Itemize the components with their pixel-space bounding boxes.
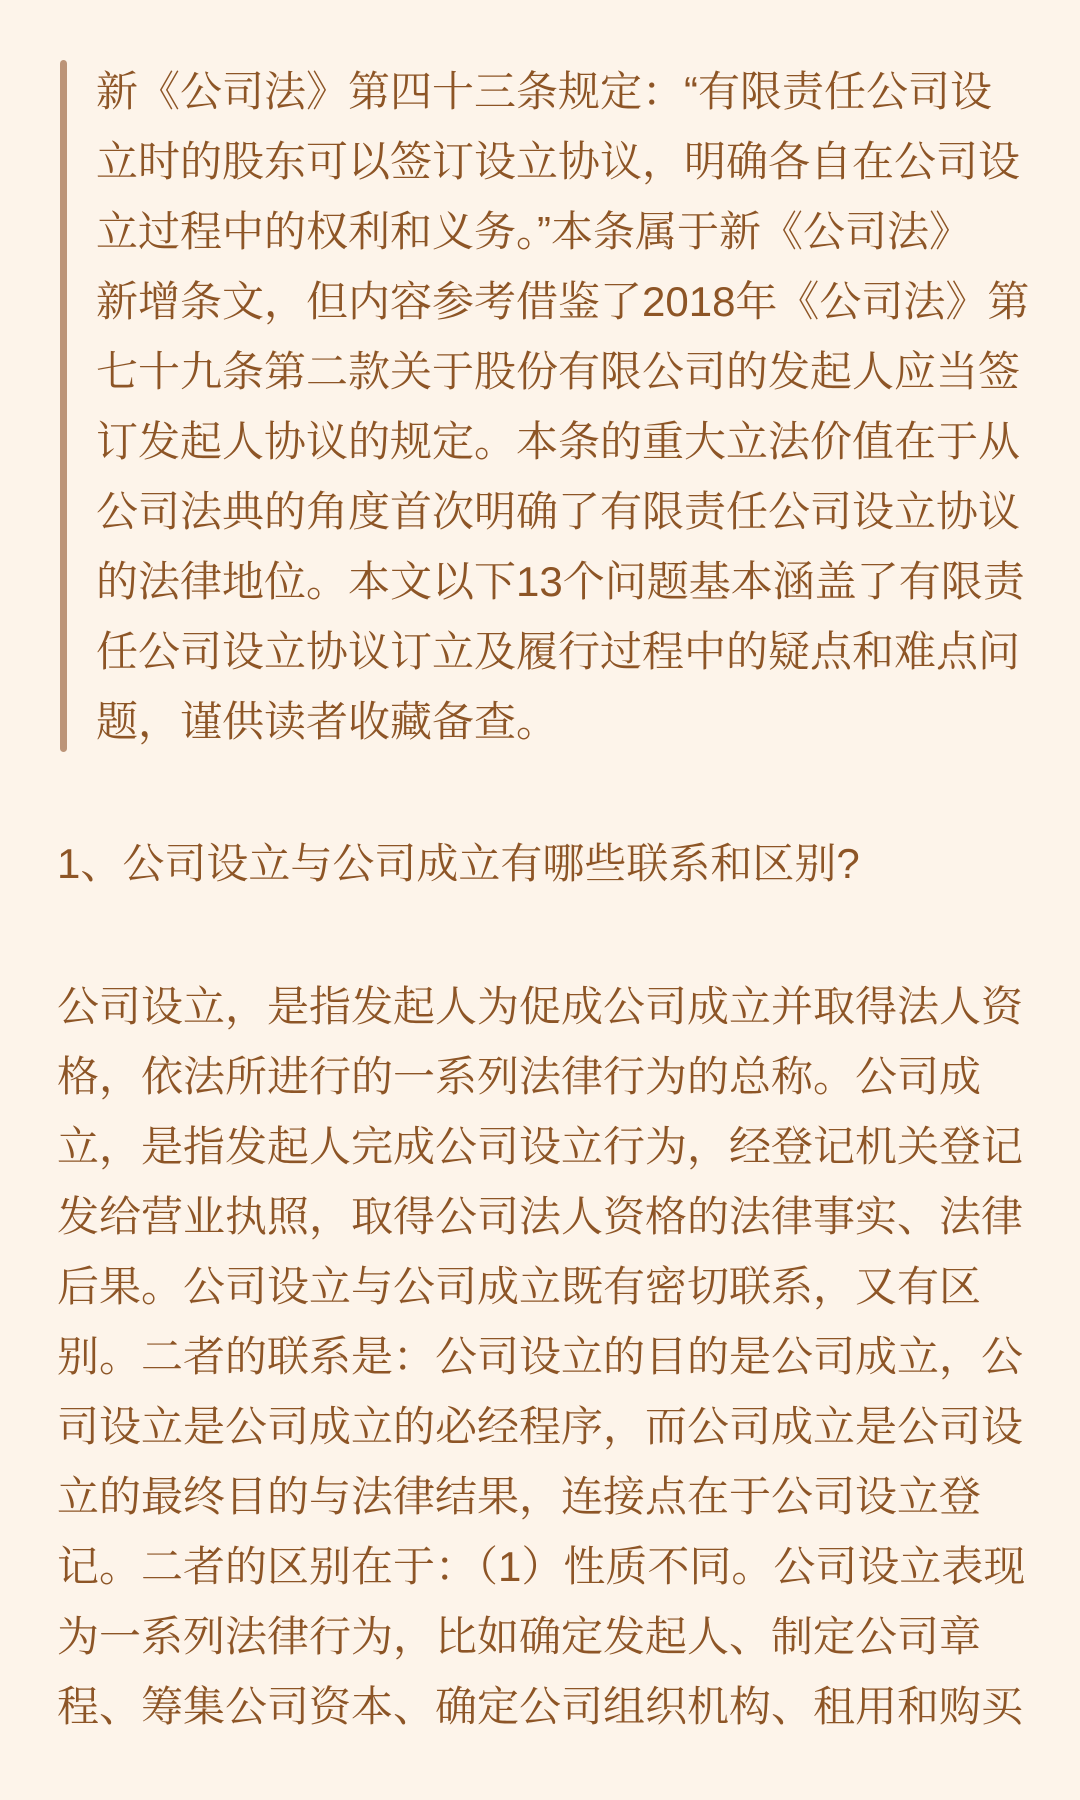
paragraph-line: 立，是指发起人完成公司设立行为，经登记机关登记: [57, 1123, 1024, 1170]
paragraph-line: 公司设立，是指发起人为促成公司成立并取得法人资: [57, 983, 1024, 1030]
paragraph-line: 程、筹集公司资本、确定公司组织机构、租用和购买: [57, 1683, 1024, 1730]
blockquote-line: 任公司设立协议订立及履行过程中的疑点和难点问: [96, 628, 1021, 675]
blockquote-line: 订发起人协议的规定。本条的重大立法价值在于从: [96, 418, 1021, 465]
blockquote-line: 公司法典的角度首次明确了有限责任公司设立协议: [96, 488, 1021, 535]
paragraph-line: 发给营业执照，取得公司法人资格的法律事实、法律: [57, 1193, 1024, 1240]
blockquote-line: 七十九条第二款关于股份有限公司的发起人应当签: [96, 348, 1021, 395]
article-page: [0, 57, 1080, 1800]
paragraph-line: 别。二者的联系是：公司设立的目的是公司成立，公: [57, 1333, 1024, 1380]
blockquote-line: 新增条文，但内容参考借鉴了2018年《公司法》第: [96, 278, 1030, 325]
blockquote-line: 立时的股东可以签订设立协议，明确各自在公司设: [96, 138, 1021, 185]
paragraph: [57, 972, 1026, 1742]
blockquote: [60, 57, 1030, 757]
section-heading: 1、公司设立与公司成立有哪些联系和区别?: [57, 840, 860, 887]
paragraph-line: 立的最终目的与法律结果，连接点在于公司设立登: [57, 1473, 982, 1520]
blockquote-line: 新《公司法》第四十三条规定：“有限责任公司设: [96, 68, 992, 115]
blockquote-line: 题，谨供读者收藏备查。: [96, 698, 559, 745]
paragraph-line: 格，依法所进行的一系列法律行为的总称。公司成: [57, 1053, 982, 1100]
blockquote-line: 立过程中的权利和义务。”本条属于新《公司法》: [96, 208, 971, 255]
paragraph-line: 后果。公司设立与公司成立既有密切联系，又有区: [57, 1263, 982, 1310]
paragraph-line: 为一系列法律行为，比如确定发起人、制定公司章: [57, 1613, 982, 1660]
paragraph-line: 记。二者的区别在于：（1）性质不同。公司设立表现: [57, 1543, 1026, 1590]
blockquote-accent-bar: [60, 60, 67, 752]
blockquote-line: 的法律地位。本文以下13个问题基本涵盖了有限责: [96, 558, 1025, 605]
paragraph-line: 司设立是公司成立的必经程序，而公司成立是公司设: [57, 1403, 1024, 1450]
